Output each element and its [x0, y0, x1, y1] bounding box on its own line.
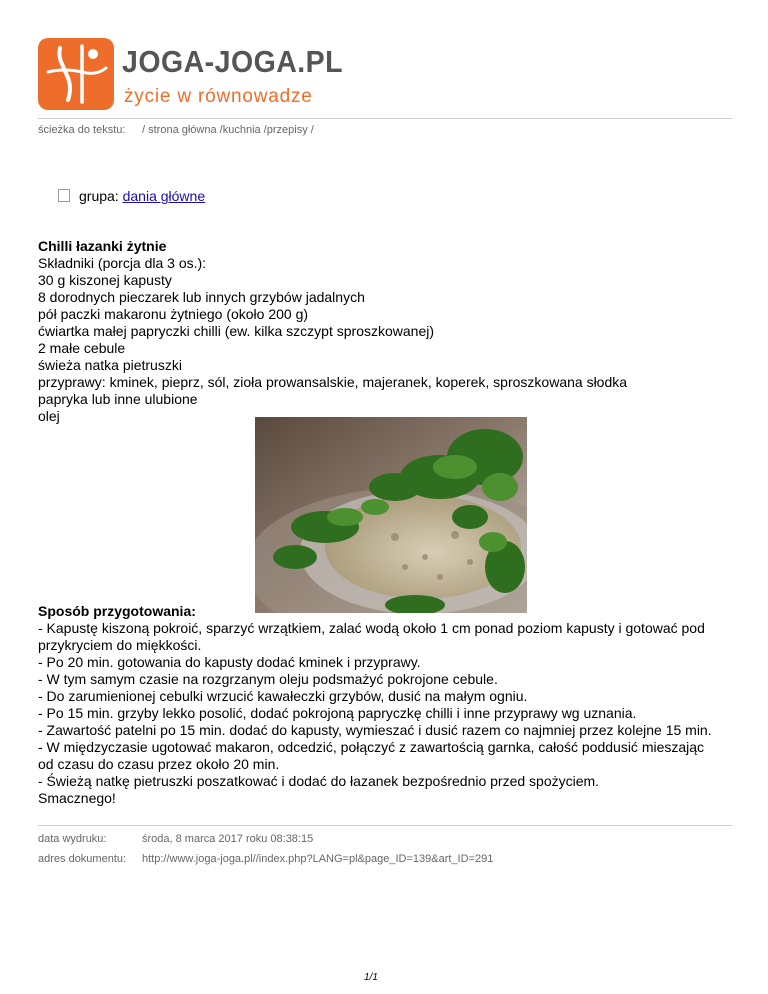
method-line: - Zawartość patelni po 15 min. dodać do kapusty, wymieszać i dusić razem co najmniej przez kolejne 15 min. [38, 722, 712, 738]
checkbox-icon [58, 189, 70, 202]
ingredient-line: 30 g kiszonej kapusty [38, 272, 172, 288]
method-header: Sposób przygotowania: [38, 603, 196, 619]
group-label: grupa: [79, 188, 119, 204]
breadcrumb-label: ścieżka do tekstu: [38, 124, 126, 136]
logo-mark-icon [38, 38, 114, 110]
logo-subtitle: życie w równowadze [124, 86, 313, 107]
page-number: 1/1 [364, 972, 378, 983]
method-line: przykryciem do miękkości. [38, 637, 202, 653]
ingredient-line: świeża natka pietruszki [38, 357, 182, 373]
print-date-row [38, 833, 313, 845]
recipe-ingredients [38, 238, 738, 425]
logo-title: JOGA-JOGA.PL [122, 44, 344, 79]
method-line: - Po 15 min. grzyby lekko posolić, dodać pokrojoną papryczkę chilli i inne przyprawy wg uznania. [38, 705, 637, 721]
print-date-label: data wydruku: [38, 833, 107, 845]
method-line: - Do zarumienionej cebulki wrzucić kawałeczki grzybów, dusić na małym ogniu. [38, 688, 528, 704]
footer-divider [38, 825, 732, 826]
method-line: - W międzyczasie ugotować makaron, odcedzić, połączyć z zawartością garnka, całość poddusić mieszając [38, 739, 705, 755]
breadcrumb-path: / strona główna /kuchnia /przepisy / [142, 124, 314, 136]
method-line: - Świeżą natkę pietruszki poszatkować i dodać do łazanek bezpośrednio przed spożyciem. [38, 773, 600, 789]
document-url-value[interactable]: http://www.joga-joga.pl//index.php?LANG=pl&page_ID=139&art_ID=291 [142, 853, 494, 865]
recipe-method [38, 603, 732, 807]
breadcrumb [38, 124, 314, 136]
ingredient-line: pół paczki makaronu żytniego (około 200 g) [38, 306, 309, 322]
ingredient-line: 8 dorodnych pieczarek lub innych grzybów jadalnych [38, 289, 365, 305]
document-url-label: adres dokumentu: [38, 853, 127, 865]
print-date-value: środa, 8 marca 2017 roku 08:38:15 [142, 833, 314, 845]
site-logo[interactable] [38, 38, 358, 110]
ingredient-line: ćwiartka małej papryczki chilli (ew. kilka szczypt sproszkowanej) [38, 323, 435, 339]
ingredient-line: 2 małe cebule [38, 340, 126, 356]
ingredient-line: przyprawy: kminek, pieprz, sól, zioła prowansalskie, majeranek, koperek, sproszkowana słodka [38, 374, 628, 390]
document-url-row [38, 853, 493, 865]
method-line: - Kapustę kiszoną pokroić, sparzyć wrzątkiem, zalać wodą około 1 cm ponad poziom kapusty i gotować pod [38, 620, 705, 636]
method-line: - W tym samym czasie na rozgrzanym oleju podsmażyć pokrojone cebule. [38, 671, 498, 687]
recipe-title: Chilli łazanki żytnie [38, 238, 167, 254]
header-divider [38, 118, 732, 119]
group-link[interactable]: dania główne [122, 188, 206, 204]
ingredient-line: olej [38, 408, 60, 424]
method-line: Smacznego! [38, 790, 116, 806]
recipe-photo [255, 417, 527, 613]
ingredients-header: Składniki (porcja dla 3 os.): [38, 255, 207, 271]
method-line: - Po 20 min. gotowania do kapusty dodać kminek i przyprawy. [38, 654, 421, 670]
recipe-group [58, 188, 205, 204]
ingredient-line: papryka lub inne ulubione [38, 391, 198, 407]
dish-photo-icon [255, 417, 527, 613]
method-line: od czasu do czasu przez około 20 min. [38, 756, 280, 772]
